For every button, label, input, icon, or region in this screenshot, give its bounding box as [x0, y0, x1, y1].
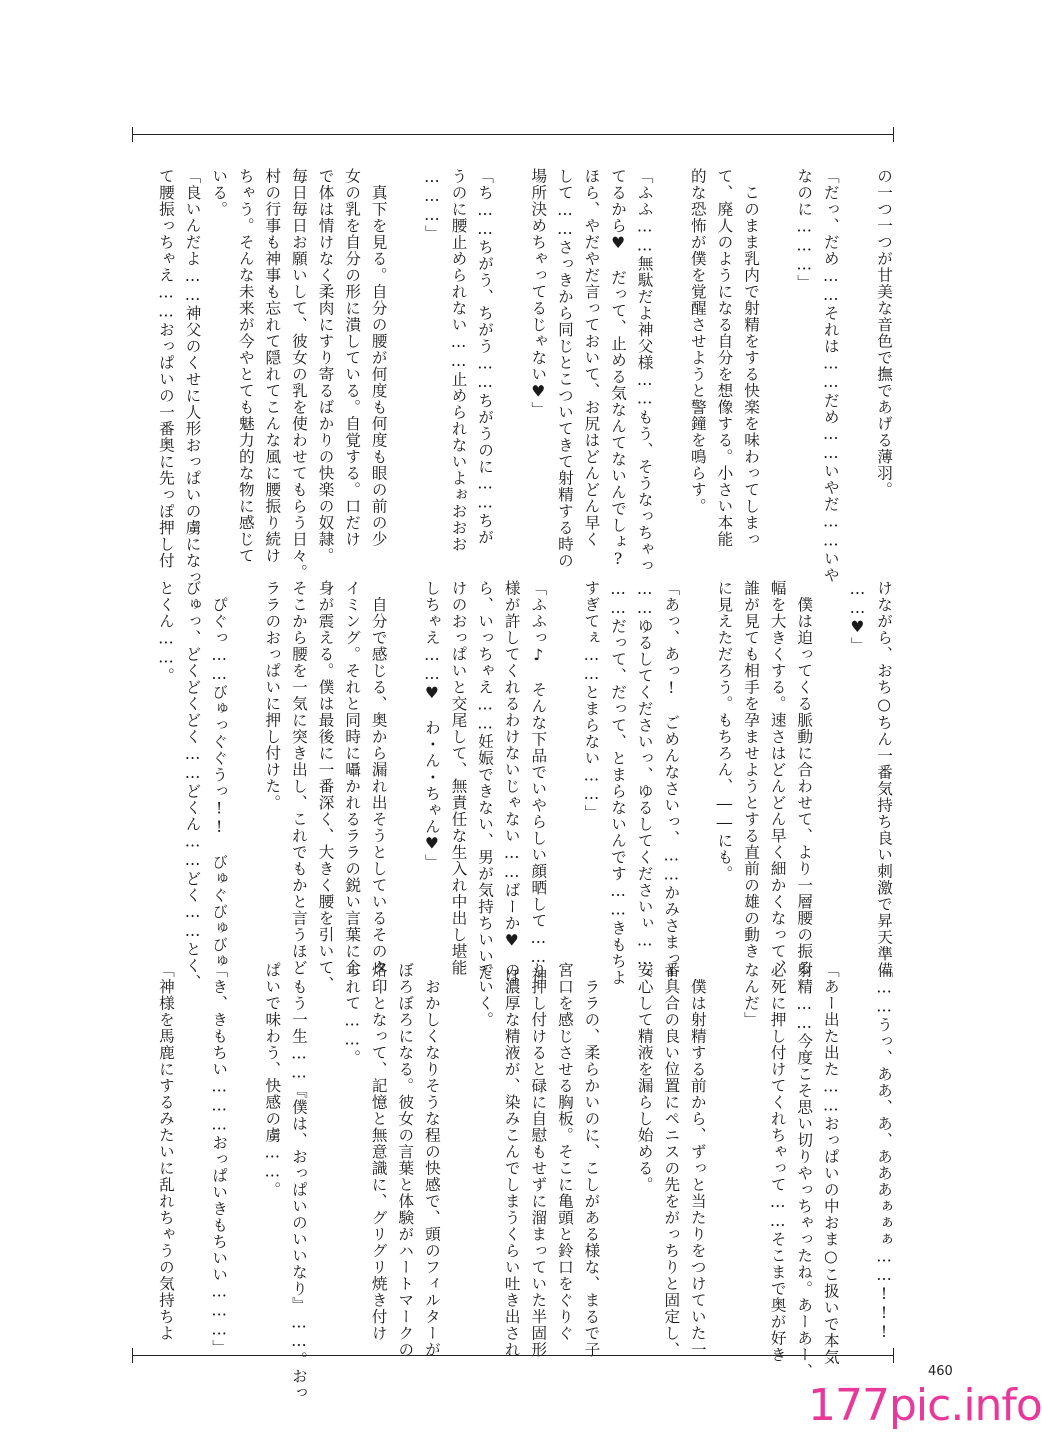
text-column: けのおっぱいと交尾して、無責任な生入れ中出し堪能 [449, 580, 468, 976]
text-column: 「あっ、あっ! ごめんなさいっ、……かみさまっ! [662, 580, 681, 986]
text-column: り押し付けると碌に自慰もせずに溜まっていた半固形 [529, 962, 548, 1358]
text-column: 僕は射精する前から、ずっと当たりをつけていた一 [688, 962, 707, 1358]
text-column: 「神様を馬鹿にするみたいに乱れちゃうの気持ちよ [156, 962, 175, 1342]
text-column: 「ち……ちがう、ちがう……ちがうのに……ちが [476, 168, 495, 546]
text-column [313, 962, 339, 1337]
text-column: ぴぐっ……びゅっぐぐうっ!! びゅぐびゅびゅ [210, 580, 229, 970]
text-column: で体は情けなく柔肉にすり寄るばかりの快楽の奴隷。 [316, 168, 335, 564]
text-column: イミング。それと同時に囁かれるララの鋭い言葉に全 [343, 580, 362, 976]
text-column: ………」 [422, 168, 441, 242]
text-column: 身が震える。僕は最後に一番深く、大きく腰を引いて、 [316, 580, 335, 993]
text-column [552, 580, 578, 950]
text-column [605, 962, 631, 1337]
text-column: 「だっ、だめ……それは……だめ……いやだ……いや [821, 168, 840, 584]
text-column: びゅっ、どくどくどく……どくん……どく……とく、 [183, 580, 202, 991]
text-column: ちゃう。そんな未来が今やとても魅力的な物に感じて [236, 168, 255, 564]
text-column: 番具合の良い位置にペニスの先をがっちりと固定し、 [662, 962, 681, 1358]
text-column: 「ふふ……無駄だよ神父様……もう、そうなっちゃっ [635, 168, 654, 574]
text-column: 烙印となって、記憶と無意識に、グリグリ焼き付け [369, 962, 388, 1342]
text-column: 村の行事も神事も忘れて隠れてこんな風に腰振り続け [263, 168, 282, 564]
text-column: すぎてぇ……とまらない……」 [582, 580, 601, 821]
text-tier-1 [100, 168, 897, 586]
text-column: の一つ一つが甘美な音色で撫であげる薄羽。 [875, 168, 893, 498]
text-column: 毎日毎日お願いして、彼女の乳を使わせてもらう日々。 [289, 168, 308, 581]
text-column: の濃厚な精液が、染みこんでしまうくらい吐き出され [502, 962, 521, 1358]
text-column: 真下を見る。自分の腰が何度も何度も眼の前の少 [369, 168, 388, 548]
text-column [711, 962, 737, 1337]
text-column: ……ゆるしてくださいっ、ゆるしてくださいぃ……。 [635, 580, 654, 986]
text-column: しちゃえ……♥ わ・ん・ちゃん♥」 [422, 580, 441, 871]
text-column: このまま乳内で射精をする快楽を味わってしまっ [742, 168, 761, 548]
text-column: 「ふふっ♪ そんな下品でいやらしい顔晒して……神 [529, 580, 548, 984]
text-column: ら、いっちゃえ……妊娠できない、男が気持ちいいだ [476, 580, 495, 981]
top-rule [132, 134, 894, 135]
text-column [765, 168, 791, 538]
text-column: に見えただろう。もちろん、――にも。 [715, 580, 734, 882]
text-column: て、廃人のようになる自分を想像する。小さい本能 [715, 168, 734, 548]
text-column: 僕は迫ってくる脈動に合わせて、より一層腰の振る [795, 580, 814, 976]
text-column: して……さっきから同じとこついてきて射精する時の [555, 168, 574, 569]
text-column: おかしくなりそうな程の快感で、頭のフィルターが [422, 962, 441, 1358]
text-column: て腰振っちゃえ……おっぱいの一番奥に先っぽ押し付 [156, 168, 175, 569]
text-column: いる。 [210, 168, 229, 218]
text-column [233, 962, 259, 1337]
text-column: られて……。 [343, 962, 362, 1066]
text-column: ……だって、だって、とまらないんです……きもちよ [609, 580, 628, 986]
text-column [180, 962, 206, 1337]
text-column: 「き、きもちい………おっぱいきもちいい………」 [210, 962, 229, 1356]
text-column: 自分で感じる、奥から漏れ出そうとしているそのタ [369, 580, 388, 976]
text-column: なんだ」 [742, 962, 761, 1028]
text-column: 女の乳を自分の形に潰している。自覚する。口だけ [343, 168, 362, 548]
text-column: 「あー出た出た……おっぱいの中おま○こ扱いで本気 [821, 962, 840, 1366]
text-column: なのに………」 [795, 168, 814, 291]
text-column [818, 580, 844, 950]
text-column [685, 580, 711, 950]
text-column: 誰が見ても相手を孕ませようとする直前の雄の動き [742, 580, 761, 960]
text-column: とくん……。 [156, 580, 175, 684]
page-number: 460 [928, 1364, 953, 1379]
text-column: 射精……今度こそ思い切りやっちゃったね。あーあー、 [795, 962, 814, 1380]
bottom-rule [132, 1355, 894, 1356]
text-column: そこから腰を一気に突き出し、これでもかと言うほど [289, 580, 308, 976]
text-column [658, 168, 684, 538]
text-column: もう一生……『僕は、おっぱいのいいなり』……。おっ [289, 962, 308, 1401]
text-column [844, 962, 870, 1337]
text-column: 「良いんだよ……神父のくせに人形おっぱいの虜になっ [183, 168, 202, 586]
text-column: てるから♥ だって、止める気なんてないんでしょ? [609, 168, 628, 569]
text-column: 宮口を感じさせる胸板。そこに亀頭と鈴口をぐりぐ [555, 962, 574, 1342]
text-column: 安心して精液を漏らし始める。 [635, 962, 654, 1193]
text-column: 場所決めちゃってるじゃない♥」 [529, 168, 548, 418]
text-column: ……♥」 [848, 580, 867, 654]
text-column: ぼろぼろになる。彼女の言葉と体験がハートマークの [396, 962, 415, 1358]
text-column [446, 962, 472, 1337]
text-tier-3 [100, 962, 897, 1401]
text-column: ほら、やだやだ言っておいて、お尻はどんどん早く [582, 168, 601, 548]
text-column: 的な恐怖が僕を覚醒させようと警鐘を鳴らす。 [688, 168, 707, 515]
site-watermark: 177pic.info [808, 1380, 1042, 1431]
text-column: 様が許してくれるわけないじゃない……ばーか♥ ほ [502, 580, 521, 984]
text-column: 幅を大きくする。速さはどんどん早く細かくなって、 [768, 580, 787, 976]
text-column [844, 168, 870, 538]
text-column: けながら、おち○ちん一番気持ち良い刺激で昇天準備 [875, 580, 893, 979]
text-column: 「……うっ、ああ、あ、あああぁぁぁ……!!! [875, 962, 893, 1342]
text-column [392, 580, 418, 950]
text-column: うのに腰止められない……止められないよぉおおお [449, 168, 468, 553]
text-column: ていく。 [476, 962, 495, 1028]
text-tier-2 [100, 580, 897, 993]
text-column [392, 168, 418, 538]
text-column: ララの、柔らかいのに、こしがある様な、まるで子 [582, 962, 601, 1358]
text-column: ぱいで味わう、快感の虜……。 [263, 962, 282, 1198]
text-column: ララのおっぱいに押し付けた。 [263, 580, 282, 811]
text-column: 必死に押し付けてくれちゃって……そこまで奥が好き [768, 962, 787, 1363]
text-column [233, 580, 259, 950]
text-column [499, 168, 525, 538]
